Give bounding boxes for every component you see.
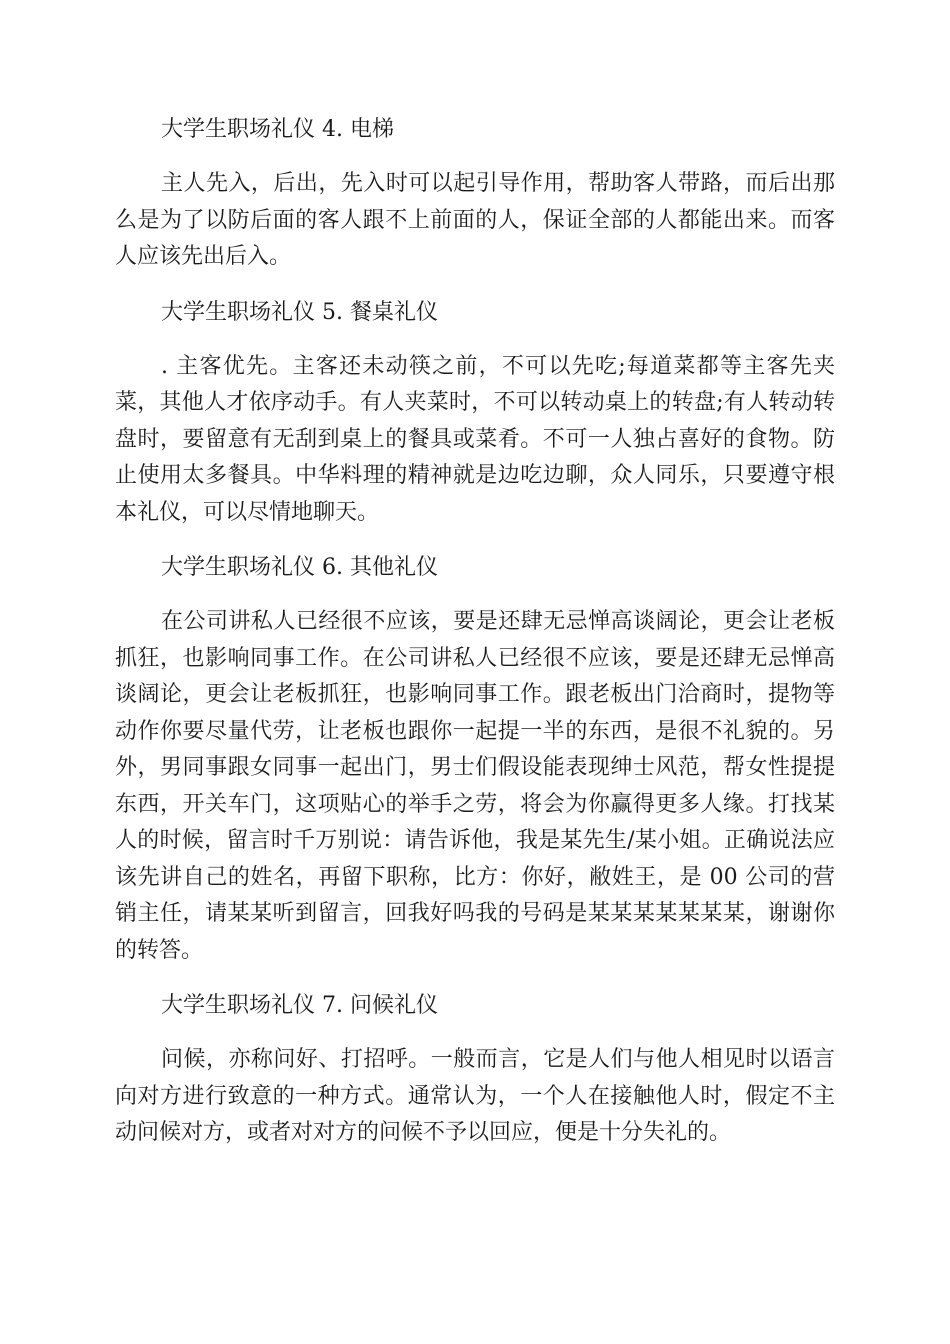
section-body-greeting: 问候，亦称问好、打招呼。一般而言，它是人们与他人相见时以语言向对方进行致意的一种方式。通常认为，一个人在接触他人时，假定不主动问候对方，或者对对方的问候不予以回应，便是十分失礼的。 <box>115 1047 835 1145</box>
section-body-dining: . 主客优先。主客还未动筷之前，不可以先吃;每道菜都等主客先夹菜，其他人才依序动手。有人夹菜时，不可以转动桌上的转盘;有人转动转盘时，要留意有无刮到桌上的餐具或菜肴。不可一人独占喜好的食物。防止使用太多餐具。中华料理的精神就是边吃边聊，众人同乐，只要遵守根本礼仪，可以尽情地聊天。 <box>115 353 835 525</box>
section-heading-dining: 大学生职场礼仪 5. 餐桌礼仪 <box>161 299 438 325</box>
document-page <box>115 112 835 1152</box>
section-body-elevator: 主人先入，后出，先入时可以起引导作用，帮助客人带路，而后出那么是为了以防后面的客人跟不上前面的人，保证全部的人都能出来。而客人应该先出后入。 <box>115 171 835 269</box>
section-heading-other: 大学生职场礼仪 6. 其他礼仪 <box>161 555 438 580</box>
section-heading-elevator: 大学生职场礼仪 4. 电梯 <box>161 117 394 142</box>
section-heading-greeting: 大学生职场礼仪 7. 问候礼仪 <box>161 993 438 1018</box>
section-body-other: 在公司讲私人已经很不应该，要是还肆无忌惮高谈阔论，更会让老板抓狂，也影响同事工作。在公司讲私人已经很不应该，要是还肆无忌惮高谈阔论，更会让老板抓狂，也影响同事工作。跟老板出门洽商时，提物等动作你要尽量代劳，让老板也跟你一起提一半的东西，是很不礼貌的。另外，男同事跟女同事一起出门，男士们假设能表现绅士风范，帮女性提提东西，开关车门，这项贴心的举手之劳，将会为你赢得更多人缘。打找某人的时候，留言时千万别说：请告诉他，我是某先生/某小姐。正确说法应该先讲自己的姓名，再留下职称，比方：你好，敝姓王，是 00 公司的营销主任，请某某听到留言，回我好吗我的号码是某某某某某某某，谢谢你的转答。 <box>115 609 835 963</box>
